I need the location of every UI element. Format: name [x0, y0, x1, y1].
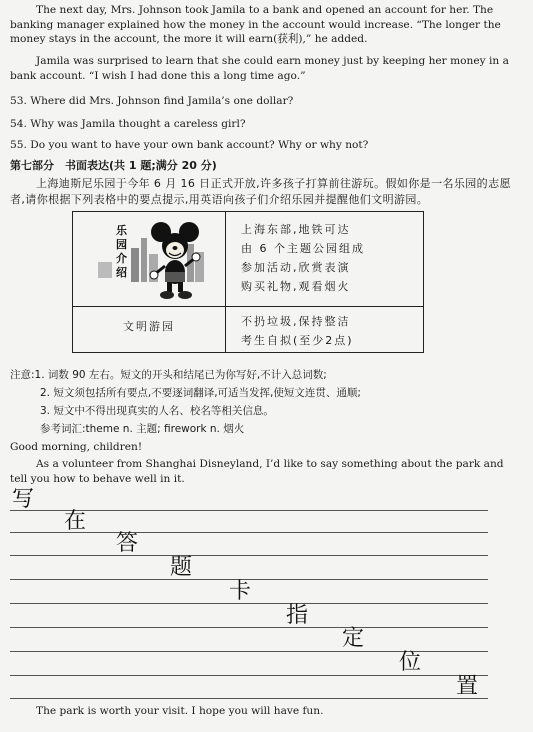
park-info-cell — [241, 220, 411, 296]
answer-sheet-notice-char: 在 — [64, 509, 87, 534]
question-53: 53. Where did Mrs. Johnson find Jamila’s one dollar? — [10, 95, 294, 107]
answer-line — [10, 675, 488, 676]
note-4: 参考词汇:theme n. 主题; firework n. 烟火 — [40, 423, 245, 435]
civilized-visit-label: 文明游园 — [123, 320, 175, 333]
answer-line — [10, 627, 488, 628]
essay-closing: The park is worth your visit. I hope you will have fun. — [36, 705, 324, 717]
answer-sheet-notice-char: 卡 — [229, 579, 252, 604]
section-title: 第七部分 书面表达 — [10, 159, 109, 172]
note-2: 2. 短文须包括所有要点,不要逐词翻译,可适当发挥,使短文连贯、通顺; — [40, 387, 361, 399]
illustration-label: 乐园介绍 — [116, 224, 127, 279]
question-55: 55. Do you want to have your own bank account? Why or why not? — [10, 139, 369, 151]
mickey-illustration — [95, 218, 215, 302]
note-3: 3. 短文中不得出现真实的人名、校名等相关信息。 — [40, 405, 274, 417]
answer-sheet-notice-char: 位 — [399, 650, 422, 675]
answer-line — [10, 555, 488, 556]
writing-prompt: 上海迪斯尼乐园于今年 6 月 16 日正式开放,许多孩子打算前往游玩。假如你是一名乐园的志愿者,请你根据下列表格中的要点提示,用英语向孩子们介绍乐园并提醒他们文明游园。 — [10, 177, 511, 206]
passage-paragraph-2: Jamila was surprised to learn that she could earn money just by keeping her money in a bank account. “I wish I had done this a long time ago.” — [10, 55, 509, 82]
park-info-line: 参加活动,欣赏表演 — [241, 261, 351, 274]
answer-sheet-notice-char: 指 — [286, 603, 309, 628]
civilized-visit-cell — [241, 312, 411, 350]
answer-sheet-notice-char: 写 — [12, 487, 35, 512]
passage-paragraph-1: The next day, Mrs. Johnson took Jamila to a bank and opened an account for her. The banking manager explained how the money in the account would increase. “The longer the money stays in the account, the more it will earn(获利),” he added. — [10, 4, 501, 46]
civilized-visit-line: 不扔垃圾,保持整洁 — [241, 315, 351, 328]
key-points-table — [72, 211, 424, 353]
table-divider-vertical — [225, 212, 226, 352]
essay-greeting: Good morning, children! — [10, 441, 143, 453]
section-heading — [10, 159, 520, 174]
table-divider-horizontal — [73, 306, 423, 307]
park-info-line: 购买礼物,观看烟火 — [241, 280, 351, 293]
answer-sheet-notice-char: 答 — [116, 531, 139, 556]
park-info-line: 上海东部,地铁可达 — [241, 223, 351, 236]
answer-line — [10, 698, 488, 699]
section-score: (共 1 题;满分 20 分) — [109, 159, 217, 172]
answer-sheet-notice-char: 定 — [342, 626, 365, 651]
answer-sheet-notice-char: 题 — [170, 555, 193, 580]
answer-sheet-notice-char: 置 — [456, 674, 479, 699]
note-1: 注意:1. 词数 90 左右。短文的开头和结尾已为你写好,不计入总词数; — [10, 369, 327, 381]
civilized-visit-line: 考生自拟(至少2点) — [241, 334, 354, 347]
park-info-line: 由 6 个主题公园组成 — [241, 242, 365, 255]
essay-opening: As a volunteer from Shanghai Disneyland, I’d like to say something about the park and tell you how to behave well in it. — [10, 458, 504, 485]
question-54: 54. Why was Jamila thought a careless girl? — [10, 118, 246, 130]
